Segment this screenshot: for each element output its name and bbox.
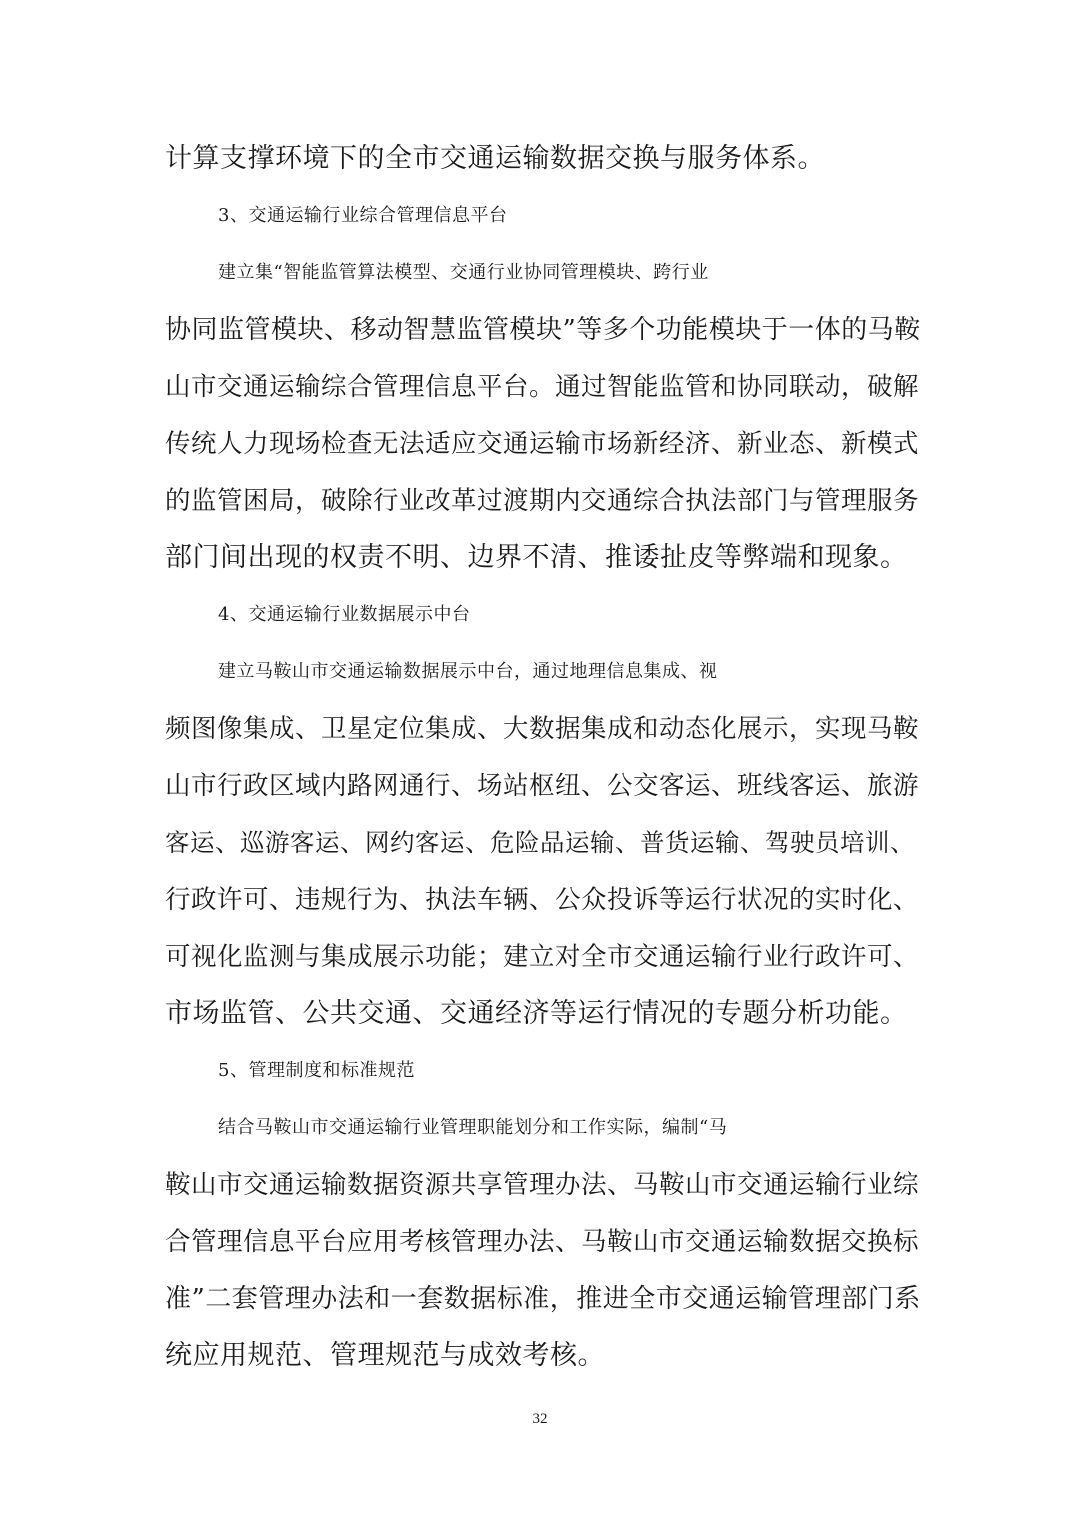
paragraph-line: 山市交通运输综合管理信息平台。通过智能监管和协同联动，破解 [165, 372, 920, 402]
paragraph-line: 的监管困局，破除行业改革过渡期内交通综合执法部门与管理服务 [165, 486, 920, 516]
paragraph-line: 结合马鞍山市交通运输行业管理职能划分和工作实际，编制“马 [218, 1117, 728, 1138]
paragraph-line: 山市行政区域内路网通行、场站枢纽、公交客运、班线客运、旅游 [165, 771, 920, 801]
section-heading: 3、交通运输行业综合管理信息平台 [218, 205, 508, 226]
paragraph-line: 协同监管模块、移动智慧监管模块”等多个功能模块于一体的马鞍 [165, 315, 921, 345]
paragraph-line: 统应用规范、管理规范与成效考核。 [165, 1340, 605, 1371]
paragraph-line: 准”二套管理办法和一套数据标准，推进全市交通运输管理部门系 [165, 1284, 921, 1314]
paragraph-line: 鞍山市交通运输数据资源共享管理办法、马鞍山市交通运输行业综 [165, 1170, 920, 1200]
paragraph-line: 计算支撑环境下的全市交通运输数据交换与服务体系。 [165, 143, 825, 174]
paragraph-line: 市场监管、公共交通、交通经济等运行情况的专题分析功能。 [165, 998, 908, 1029]
paragraph-line: 可视化监测与集成展示功能；建立对全市交通运输行业行政许可、 [165, 942, 920, 972]
section-heading: 5、管理制度和标准规范 [218, 1060, 415, 1081]
paragraph-line: 频图像集成、卫星定位集成、大数据集成和动态化展示，实现马鞍 [165, 714, 920, 744]
paragraph-line: 部门间出现的权责不明、边界不清、推诿扯皮等弊端和现象。 [165, 542, 908, 573]
paragraph-line: 建立集“智能监管算法模型、交通行业协同管理模块、跨行业 [218, 262, 709, 283]
paragraph-line: 客运、巡游客运、网约客运、危险品运输、普货运输、驾驶员培训、 [165, 828, 915, 857]
paragraph-line: 合管理信息平台应用考核管理办法、马鞍山市交通运输数据交换标 [165, 1227, 920, 1257]
section-heading: 4、交通运输行业数据展示中台 [218, 604, 471, 625]
paragraph-line: 传统人力现场检查无法适应交通运输市场新经济、新业态、新模式 [165, 429, 920, 459]
paragraph-line: 行政许可、违规行为、执法车辆、公众投诉等运行状况的实时化、 [165, 885, 920, 915]
page-number: 32 [532, 1411, 548, 1427]
paragraph-line: 建立马鞍山市交通运输数据展示中台，通过地理信息集成、视 [218, 661, 718, 682]
